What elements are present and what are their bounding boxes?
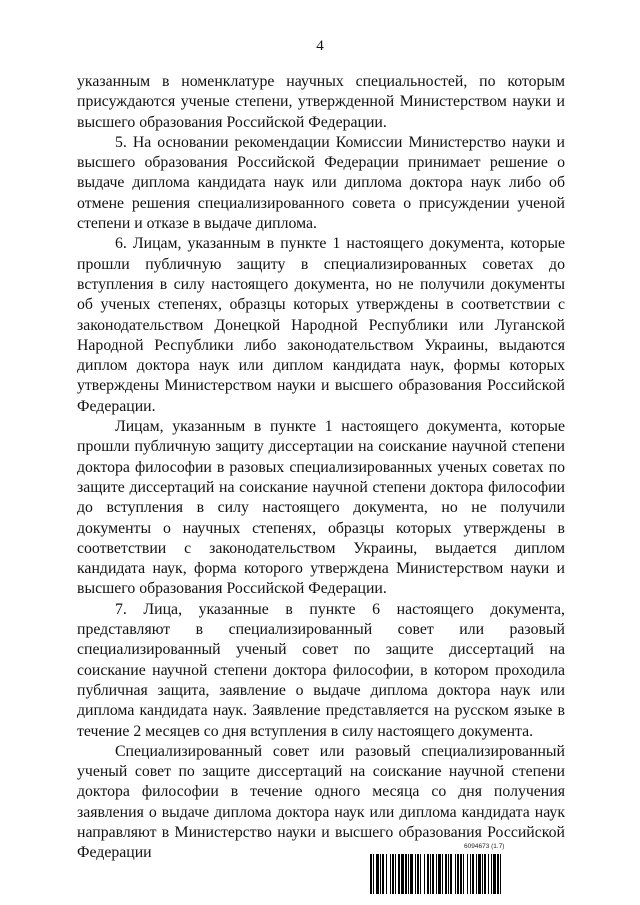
barcode-bar xyxy=(493,854,496,894)
paragraph-item-7: 7. Лица, указанные в пункте 6 настоящего документа, представляют в специализированный совет или разовый специализированный ученый совет по защите диссертаций на соискание научной степени доктора философии, в котором проходила публичная защита, заявление о выдаче диплома доктора наук или диплома кандидата наук. Заявление представляется на русском языке в течение 2 месяцев со дня вступления в силу настоящего документа. xyxy=(77,600,565,740)
barcode-bar xyxy=(478,854,481,894)
barcode-bar xyxy=(420,854,421,894)
paragraph-continuation: указанным в номенклатуре научных специальностей, по которым присуждаются ученые степени, утвержденной Министерством науки и высшего образования Российской Федерации. xyxy=(77,73,565,131)
document-barcode xyxy=(370,843,565,895)
barcode-bar xyxy=(408,854,409,894)
barcode-bar xyxy=(442,854,443,894)
barcode-bar xyxy=(463,854,464,894)
barcode-bar xyxy=(497,854,499,894)
barcode-bar xyxy=(401,854,404,894)
barcode-bar xyxy=(398,854,400,894)
barcode-bar xyxy=(484,854,486,894)
barcode-bar xyxy=(427,854,429,894)
document-body xyxy=(77,72,565,864)
barcode-bar xyxy=(405,854,407,894)
barcode-icon xyxy=(370,854,565,894)
barcode-bar xyxy=(390,854,391,894)
barcode-bar xyxy=(386,854,387,894)
barcode-bar xyxy=(392,854,394,894)
page-number: 4 xyxy=(316,38,324,54)
barcode-bar xyxy=(382,854,384,894)
barcode-bar xyxy=(373,854,374,894)
barcode-bar xyxy=(455,854,456,894)
barcode-bar xyxy=(424,854,425,894)
barcode-bar xyxy=(415,854,416,894)
barcode-bar xyxy=(491,854,492,894)
barcode-bar xyxy=(395,854,396,894)
barcode-bar xyxy=(370,854,372,894)
barcode-caption: 6094673 (1.7) xyxy=(464,843,505,850)
barcode-bar xyxy=(457,854,459,894)
barcode-bar xyxy=(417,854,419,894)
barcode-bar xyxy=(410,854,413,894)
barcode-bar xyxy=(472,854,474,894)
barcode-bar xyxy=(376,854,379,894)
barcode-bar xyxy=(450,854,452,894)
barcode-bar xyxy=(448,854,449,894)
barcode-bar xyxy=(476,854,477,894)
barcode-bar xyxy=(467,854,468,894)
barcode-bar xyxy=(500,854,501,894)
barcode-bar xyxy=(380,854,381,894)
paragraph-item-5: 5. На основании рекомендации Комиссии Министерство науки и высшего образования Российской Федерации принимает решение о выдаче диплома кандидата наук или диплома доктора наук либо об отмене решения специализированного совета о присуждении ученой степени и отказе в выдаче диплома. xyxy=(77,133,565,233)
barcode-bar xyxy=(438,854,441,894)
barcode-bar xyxy=(460,854,462,894)
barcode-bar xyxy=(470,854,471,894)
paragraph-item-7-continued: Специализированный совет или разовый специализированный ученый совет по защите диссертаций на соискание научной степени доктора философии в течение одного месяца со дня получения заявления о выдаче диплома доктора наук или диплома кандидата наук направляют в Министерство науки и высшего образования Российской Федерации xyxy=(77,742,565,862)
barcode-bar xyxy=(430,854,431,894)
barcode-bar xyxy=(488,854,489,894)
barcode-bar xyxy=(432,854,434,894)
barcode-bar xyxy=(482,854,483,894)
paragraph-item-6-continued: Лицам, указанным в пункте 1 настоящего документа, которые прошли публичную защиту диссертации на соискание научной степени доктора философии в разовых специализированных ученых советах по защите диссертаций на соискание научной степени доктора философии до вступления в силу настоящего документа, но не получили документы о научных степенях, образцы которых утверждены в соответствии с законодательством Украины, выдается диплом кандидата наук, форма которого утверждена Министерством науки и высшего образования Российской Федерации. xyxy=(77,418,565,598)
paragraph-item-6: 6. Лицам, указанным в пункте 1 настоящего документа, которые прошли публичную защиту в специализированных советах до вступления в силу настоящего документа, но не получили документы об ученых степенях, образцы которых утверждены в соответствии с законодательством Донецкой Народной Республики или Луганской Народной Республики либо законодательством Украины, выдаются диплом доктора наук или диплом кандидата наук, формы которых утверждены Министерством науки и высшего образования Российской Федерации. xyxy=(77,235,565,415)
barcode-bar xyxy=(436,854,437,894)
barcode-bar xyxy=(445,854,447,894)
